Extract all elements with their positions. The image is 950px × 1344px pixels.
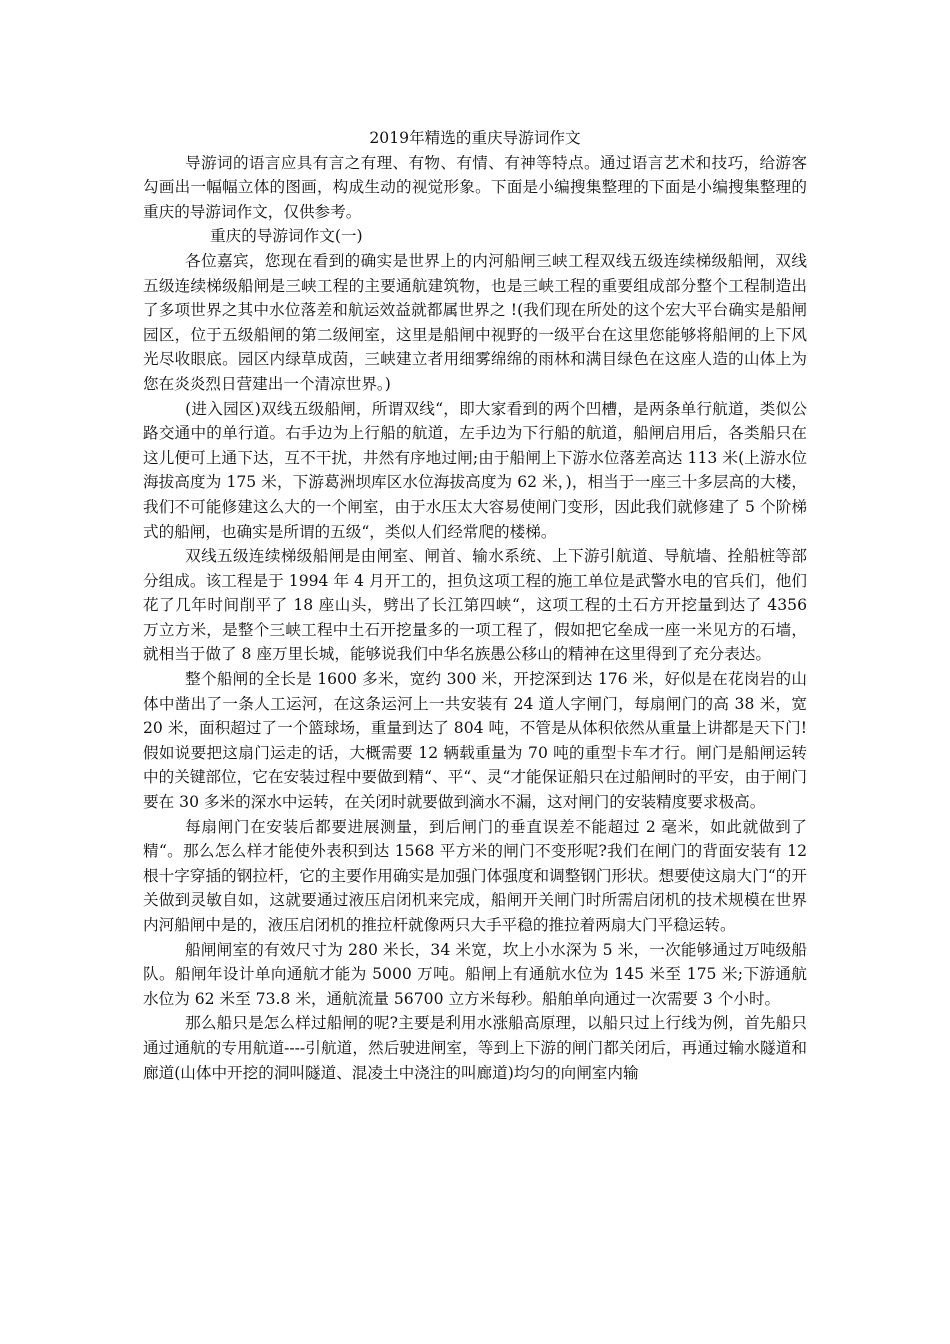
body-paragraph: 双线五级连续梯级船闸是由闸室、闸首、输水系统、上下游引航道、导航墙、拴船桩等部分组成。该工程是于 1994 年 4 月开工的，担负这项工程的施工单位是武警水电的官兵们，他们花了几年时间削平了 18 座山头，劈出了长江第四峡“，这项工程的土石方开挖量到达了 4356 万立方米，是整个三峡工程中土石开挖量多的一项工程了，假如把它垒成一座一米见方的石墙，就相当于做了 8 座万里长城，能够说我们中华名族愚公移山的精神在这里得到了充分表达。 bbox=[143, 547, 807, 664]
intro-paragraph: 导游词的语言应具有言之有理、有物、有情、有神等特点。通过语言艺术和技巧，给游客勾画出一幅幅立体的图画，构成生动的视觉形象。下面是小编搜集整理的下面是小编搜集整理的重庆的导游词作文，仅供参考。 bbox=[143, 153, 807, 221]
document-title: 2019年精选的重庆导游词作文 bbox=[369, 129, 581, 147]
section-heading: 重庆的导游词作文(一) bbox=[210, 227, 363, 246]
body-paragraph: 那么船只是怎么样过船闸的呢?主要是利用水涨船高原理，以船只过上行线为例，首先船只通过通航的专用航道----引航道，然后驶进闸室，等到上下游的闸门都关闭后，再通过输水隧道和廊道(山体中开挖的洞叫隧道、混凌土中浇注的叫廊道)均匀的向闸室内输 bbox=[143, 1014, 807, 1082]
body-paragraph: 每扇闸门在安装后都要进展测量，到后闸门的垂直误差不能超过 2 毫米，如此就做到了精“。那么怎么样才能使外表积到达 1568 平方米的闸门不变形呢?我们在闸门的背面安装有 12 根十字穿插的钢拉杆，它的主要作用确实是加强门体强度和调整钢门形状。想要使这扇大门“的开关做到灵敏自如，这就要通过液压启闭机来完成，船闸开关闸门时所需启闭机的技术规模在世界内河船闸中是的，液压启闭机的推拉杆就像两只大手平稳的推拉着两扇大门平稳运转。 bbox=[143, 817, 807, 934]
body-paragraph: 各位嘉宾，您现在看到的确实是世界上的内河船闸三峡工程双线五级连续梯级船闸，双线五级连续梯级船闸是三峡工程的主要通航建筑物，也是三峡工程的重要组成部分整个工程制造出了多项世界之其中水位落差和航运效益就都属世界之 !(我们现在所处的这个宏大平台确实是船闸园区，位于五级船闸的第二级闸室，这里是船闸中视野的一级平台在这里您能够将船闸的上下风光尽收眼底。园区内绿草成茵，三峡建立者用细雾绵绵的雨林和满目绿色在这座人造的山体上为您在炎炎烈日营建出一个清凉世界。) bbox=[143, 251, 807, 393]
document-body bbox=[143, 126, 807, 1085]
body-paragraph: (进入园区)双线五级船闸，所谓双线“，即大家看到的两个凹槽，是两条单行航道，类似公路交通中的单行道。右手边为上行船的航道，左手边为下行船的航道，船闸启用后，各类船只在这儿便可上通下达，互不干扰，井然有序地过闸;由于船闸上下游水位落差高达 113 米(上游水位海拔高度为 175 米，下游葛洲坝库区水位海拔高度为 62 米，)，相当于一座三十多层高的大楼，我们不可能修建这么大的一个闸室，由于水压太大容易使闸门变形，因此我们就修建了 5 个阶梯式的船闸，也确实是所谓的五级“，类似人们经常爬的楼梯。 bbox=[143, 399, 807, 541]
body-paragraph: 船闸闸室的有效尺寸为 280 米长，34 米宽，坎上小水深为 5 米，一次能够通过万吨级船队。船闸年设计单向通航才能为 5000 万吨。船闸上有通航水位为 145 米至 175 米;下游通航水位为 62 米至 73.8 米，通航流量 56700 立方米每秒。船舶单向通过一次需要 3 个小时。 bbox=[143, 940, 807, 1008]
body-paragraph: 整个船闸的全长是 1600 多米，宽约 300 米，开挖深到达 176 米，好似是在花岗岩的山体中凿出了一条人工运河，在这条运河上一共安装有 24 道人字闸门，每扇闸门的高 38 米，宽 20 米，面积超过了一个篮球场，重量到达了 804 吨，不管是从体积依然从重量上讲都是天下门!假如说要把这扇门运走的话，大概需要 12 辆载重量为 70 吨的重型卡车才行。闸门是船闸运转中的关键部位，它在安装过程中要做到精“、平“、灵“才能保证船只在过船闸时的平安，由于闸门要在 30 多米的深水中运转，在关闭时就要做到滴水不漏，这对闸门的安装精度要求极高。 bbox=[143, 670, 807, 812]
